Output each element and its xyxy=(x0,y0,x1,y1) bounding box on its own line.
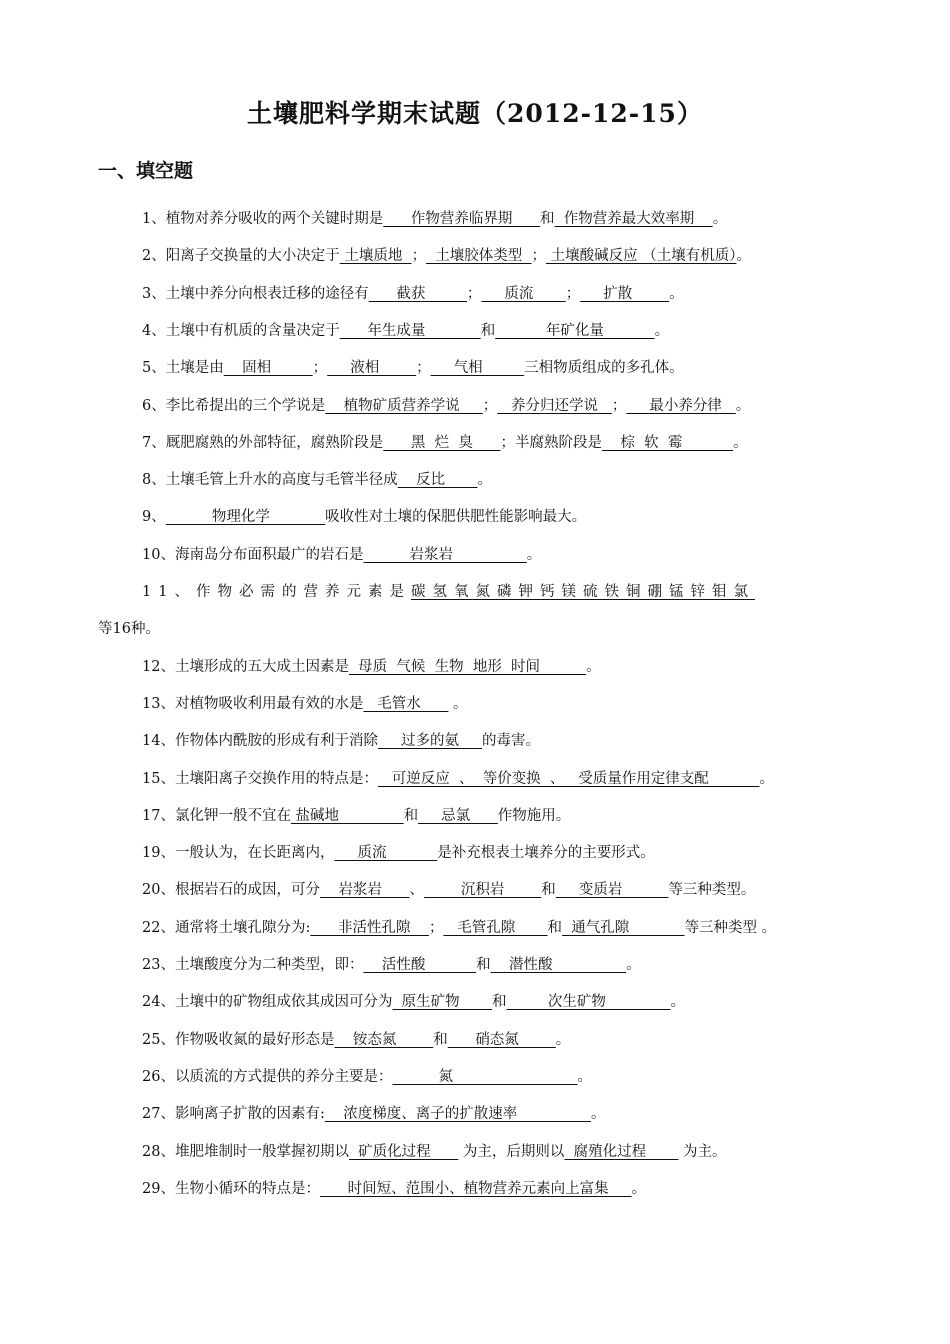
question-text: 为主，后期则以 xyxy=(458,1143,565,1160)
question-line xyxy=(142,1029,858,1051)
question-text: 1、植物对养分吸收的两个关键时期是 xyxy=(142,211,384,227)
question-text: 8、土壤毛管上升水的高度与毛管半径成 xyxy=(142,472,398,489)
answer-blank: 反比 xyxy=(397,472,478,489)
answer-blank: 原生矿物 xyxy=(392,994,492,1011)
question-text: 。 xyxy=(669,285,684,302)
question-text: 12、土壤形成的五大成土因素是 xyxy=(142,658,349,675)
question-text: 14、作物体内酰胺的形成有利于消除 xyxy=(142,733,378,750)
question-text: 。 xyxy=(448,695,468,712)
question-text: 28、堆肥堆制时一般掌握初期以 xyxy=(142,1143,349,1160)
question-text: 。 xyxy=(654,322,670,339)
question-text: 26、以质流的方式提供的养分主要是： xyxy=(142,1068,393,1085)
question-text: 。 xyxy=(577,1068,592,1085)
answer-blank: 棕 软 霉 xyxy=(601,434,734,451)
question-text: 。 xyxy=(670,994,685,1011)
question-text: 和 xyxy=(476,957,491,973)
section-title: 一、填空题 xyxy=(98,160,194,182)
question-text: 6、李比希提出的三个学说是 xyxy=(142,397,326,414)
answer-blank: 忌氯 xyxy=(418,807,498,824)
question-text: 和 xyxy=(541,882,556,899)
question-text: 。 xyxy=(586,658,601,675)
question-text: 和 xyxy=(540,211,555,227)
answer-blank: 质流 xyxy=(334,845,438,862)
answer-blank: 铵态氮 xyxy=(334,1031,434,1048)
question-text: 、 xyxy=(409,882,425,899)
answer-blank: 岩浆岩 xyxy=(319,882,410,899)
question-text: 11、作物必需的营养元素是 xyxy=(142,584,411,600)
answer-blank: 最小养分律 xyxy=(626,397,736,414)
question-text: 等三种类型 。 xyxy=(684,919,777,936)
question-line xyxy=(142,693,858,715)
question-text: 15、土壤阳离子交换作用的特点是： xyxy=(142,770,378,787)
question-text: 3、土壤中养分向根表迁移的途径有 xyxy=(142,285,369,302)
question-text: 20、根据岩石的成因，可分 xyxy=(142,882,320,899)
question-line xyxy=(142,805,858,827)
answer-blank: 时间短、范围小、植物营养元素向上富集 xyxy=(319,1180,632,1197)
answer-blank: 截获 xyxy=(368,285,467,302)
question-text: ； xyxy=(611,397,627,414)
answer-blank: 氮 xyxy=(392,1068,578,1085)
answer-blank: 碳氢氧氮磷钾钙镁硫铁铜硼锰锌钼氯 xyxy=(410,584,755,600)
answer-blank: 浓度梯度、离子的扩散速率 xyxy=(324,1106,592,1123)
answer-blank: 腐殖化过程 xyxy=(564,1143,679,1160)
answer-blank: 盐碱地 xyxy=(290,807,404,824)
question-line xyxy=(142,432,858,454)
question-text: 2、阳离子交换量的大小决定于 xyxy=(142,248,340,265)
question-line xyxy=(142,283,858,305)
question-text: 27、影响离子扩散的因素有: xyxy=(142,1106,325,1123)
answer-blank: 液相 xyxy=(327,360,417,377)
question-text: 是补充根表土壤养分的主要形式。 xyxy=(437,845,655,862)
question-text: 23、土壤酸度分为二种类型，即： xyxy=(142,957,364,973)
answer-blank: 母质 气候 生物 地形 时间 xyxy=(348,658,587,675)
question-line xyxy=(142,1141,858,1163)
question-text: 4、土壤中有机质的含量决定于 xyxy=(142,322,340,339)
question-text: 7、厩肥腐熟的外部特征，腐熟阶段是 xyxy=(142,434,384,451)
question-line xyxy=(142,1178,858,1200)
question-text: ； xyxy=(416,360,431,377)
question-line xyxy=(142,581,858,603)
answer-blank: 通气孔隙 xyxy=(562,919,685,936)
answer-blank: 作物营养最大效率期 xyxy=(554,211,713,227)
question-text: 。 xyxy=(733,434,748,451)
question-line xyxy=(142,506,858,528)
question-line xyxy=(142,917,858,939)
question-text: 和 xyxy=(491,994,507,1011)
question-text: 22、通常将土壤孔隙分为: xyxy=(142,919,311,936)
question-text: 吸收性对土壤的保肥供肥性能影响最大。 xyxy=(325,509,587,526)
question-text: 和 xyxy=(433,1031,448,1048)
question-line xyxy=(142,730,858,752)
question-text: 29、生物小循环的特点是： xyxy=(142,1180,320,1197)
question-line xyxy=(142,395,858,417)
answer-blank: 固相 xyxy=(223,360,313,377)
answer-blank: 黑 烂 臭 xyxy=(383,434,501,451)
question-text: ； xyxy=(411,248,427,265)
question-text: 19、一般认为，在长距离内， xyxy=(142,845,335,862)
answer-blank: 土壤酸碱反应 （土壤有机质） xyxy=(546,248,737,265)
question-line xyxy=(142,954,858,976)
answer-blank: 气相 xyxy=(430,360,525,377)
question-line xyxy=(142,469,858,491)
answer-blank: 矿质化过程 xyxy=(348,1143,459,1160)
question-text: 17、氯化钾一般不宜在 xyxy=(142,807,291,824)
question-text: 24、土壤中的矿物组成依其成因可分为 xyxy=(142,994,393,1011)
question-text: 。 xyxy=(477,472,492,489)
question-line xyxy=(142,1066,858,1088)
question-line xyxy=(142,544,858,566)
question-text: 作物施用。 xyxy=(497,807,571,824)
question-line xyxy=(142,991,858,1013)
question-text: ； xyxy=(531,248,546,265)
question-text: 。 xyxy=(759,770,774,787)
question-text: ； xyxy=(312,360,328,377)
question-text: ； xyxy=(428,919,444,936)
answer-blank: 质流 xyxy=(481,285,566,302)
question-text: ；半腐熟阶段是 xyxy=(500,434,602,451)
answer-blank: 活性酸 xyxy=(363,957,477,973)
question-text: 为主。 xyxy=(678,1143,727,1160)
question-text: 9、 xyxy=(142,509,166,526)
answer-blank: 可逆反应 、 等价变换 、 受质量作用定律支配 xyxy=(377,770,760,787)
question-text: 。 xyxy=(626,957,641,973)
question-text: 。 xyxy=(736,248,751,265)
question-text: 5、土壤是由 xyxy=(142,360,224,377)
answer-blank: 毛管水 xyxy=(363,695,449,712)
question-text: 的毒害。 xyxy=(482,733,541,750)
page-title: 土壤肥料学期末试题（2012-12-15） xyxy=(247,99,703,128)
answer-blank: 作物营养临界期 xyxy=(383,211,541,227)
answer-blank: 硝态氮 xyxy=(447,1031,556,1048)
answer-blank: 年矿化量 xyxy=(495,322,655,339)
question-line xyxy=(142,208,858,230)
question-line xyxy=(142,768,858,790)
question-text: 。 xyxy=(591,1106,606,1123)
answer-blank: 变质岩 xyxy=(555,882,669,899)
question-text: 25、作物吸收氮的最好形态是 xyxy=(142,1031,335,1048)
question-line xyxy=(142,842,858,864)
answer-blank: 年生成量 xyxy=(339,322,481,339)
question-text: 10、海南岛分布面积最广的岩石是 xyxy=(142,546,364,563)
question-continuation: 等16种。 xyxy=(98,621,160,638)
answer-blank: 过多的氨 xyxy=(377,733,483,750)
answer-blank: 物理化学 xyxy=(165,509,326,526)
question-text: ； xyxy=(466,285,482,302)
question-text: 。 xyxy=(631,1180,647,1197)
question-text: 。 xyxy=(555,1031,571,1048)
question-text: 和 xyxy=(547,919,563,936)
answer-blank: 潜性酸 xyxy=(490,957,627,973)
answer-blank: 岩浆岩 xyxy=(363,546,527,563)
answer-blank: 土壤胶体类型 xyxy=(426,248,532,265)
answer-blank: 土壤质地 xyxy=(339,248,412,265)
answer-blank: 扩散 xyxy=(580,285,670,302)
question-line xyxy=(142,879,858,901)
answer-blank: 沉积岩 xyxy=(424,882,542,899)
question-text: ； xyxy=(565,285,581,302)
question-text: 和 xyxy=(403,807,419,824)
answer-blank: 植物矿质营养学说 xyxy=(325,397,483,414)
question-text: 。 xyxy=(735,397,751,414)
question-line xyxy=(142,320,858,342)
question-text: 和 xyxy=(480,322,496,339)
question-text: 。 xyxy=(526,546,542,563)
answer-blank: 毛管孔隙 xyxy=(443,919,548,936)
question-text: 三相物质组成的多孔体。 xyxy=(524,360,684,377)
question-line xyxy=(142,1103,858,1125)
answer-blank: 次生矿物 xyxy=(506,994,671,1011)
question-text: 13、对植物吸收利用最有效的水是 xyxy=(142,695,364,712)
answer-blank: 非活性孔隙 xyxy=(310,919,429,936)
answer-blank: 养分归还学说 xyxy=(497,397,612,414)
question-text: ； xyxy=(482,397,498,414)
question-line xyxy=(142,656,858,678)
question-line xyxy=(142,245,858,267)
question-text: 等三种类型。 xyxy=(668,882,756,899)
question-line xyxy=(142,357,858,379)
question-text: 。 xyxy=(712,211,728,227)
